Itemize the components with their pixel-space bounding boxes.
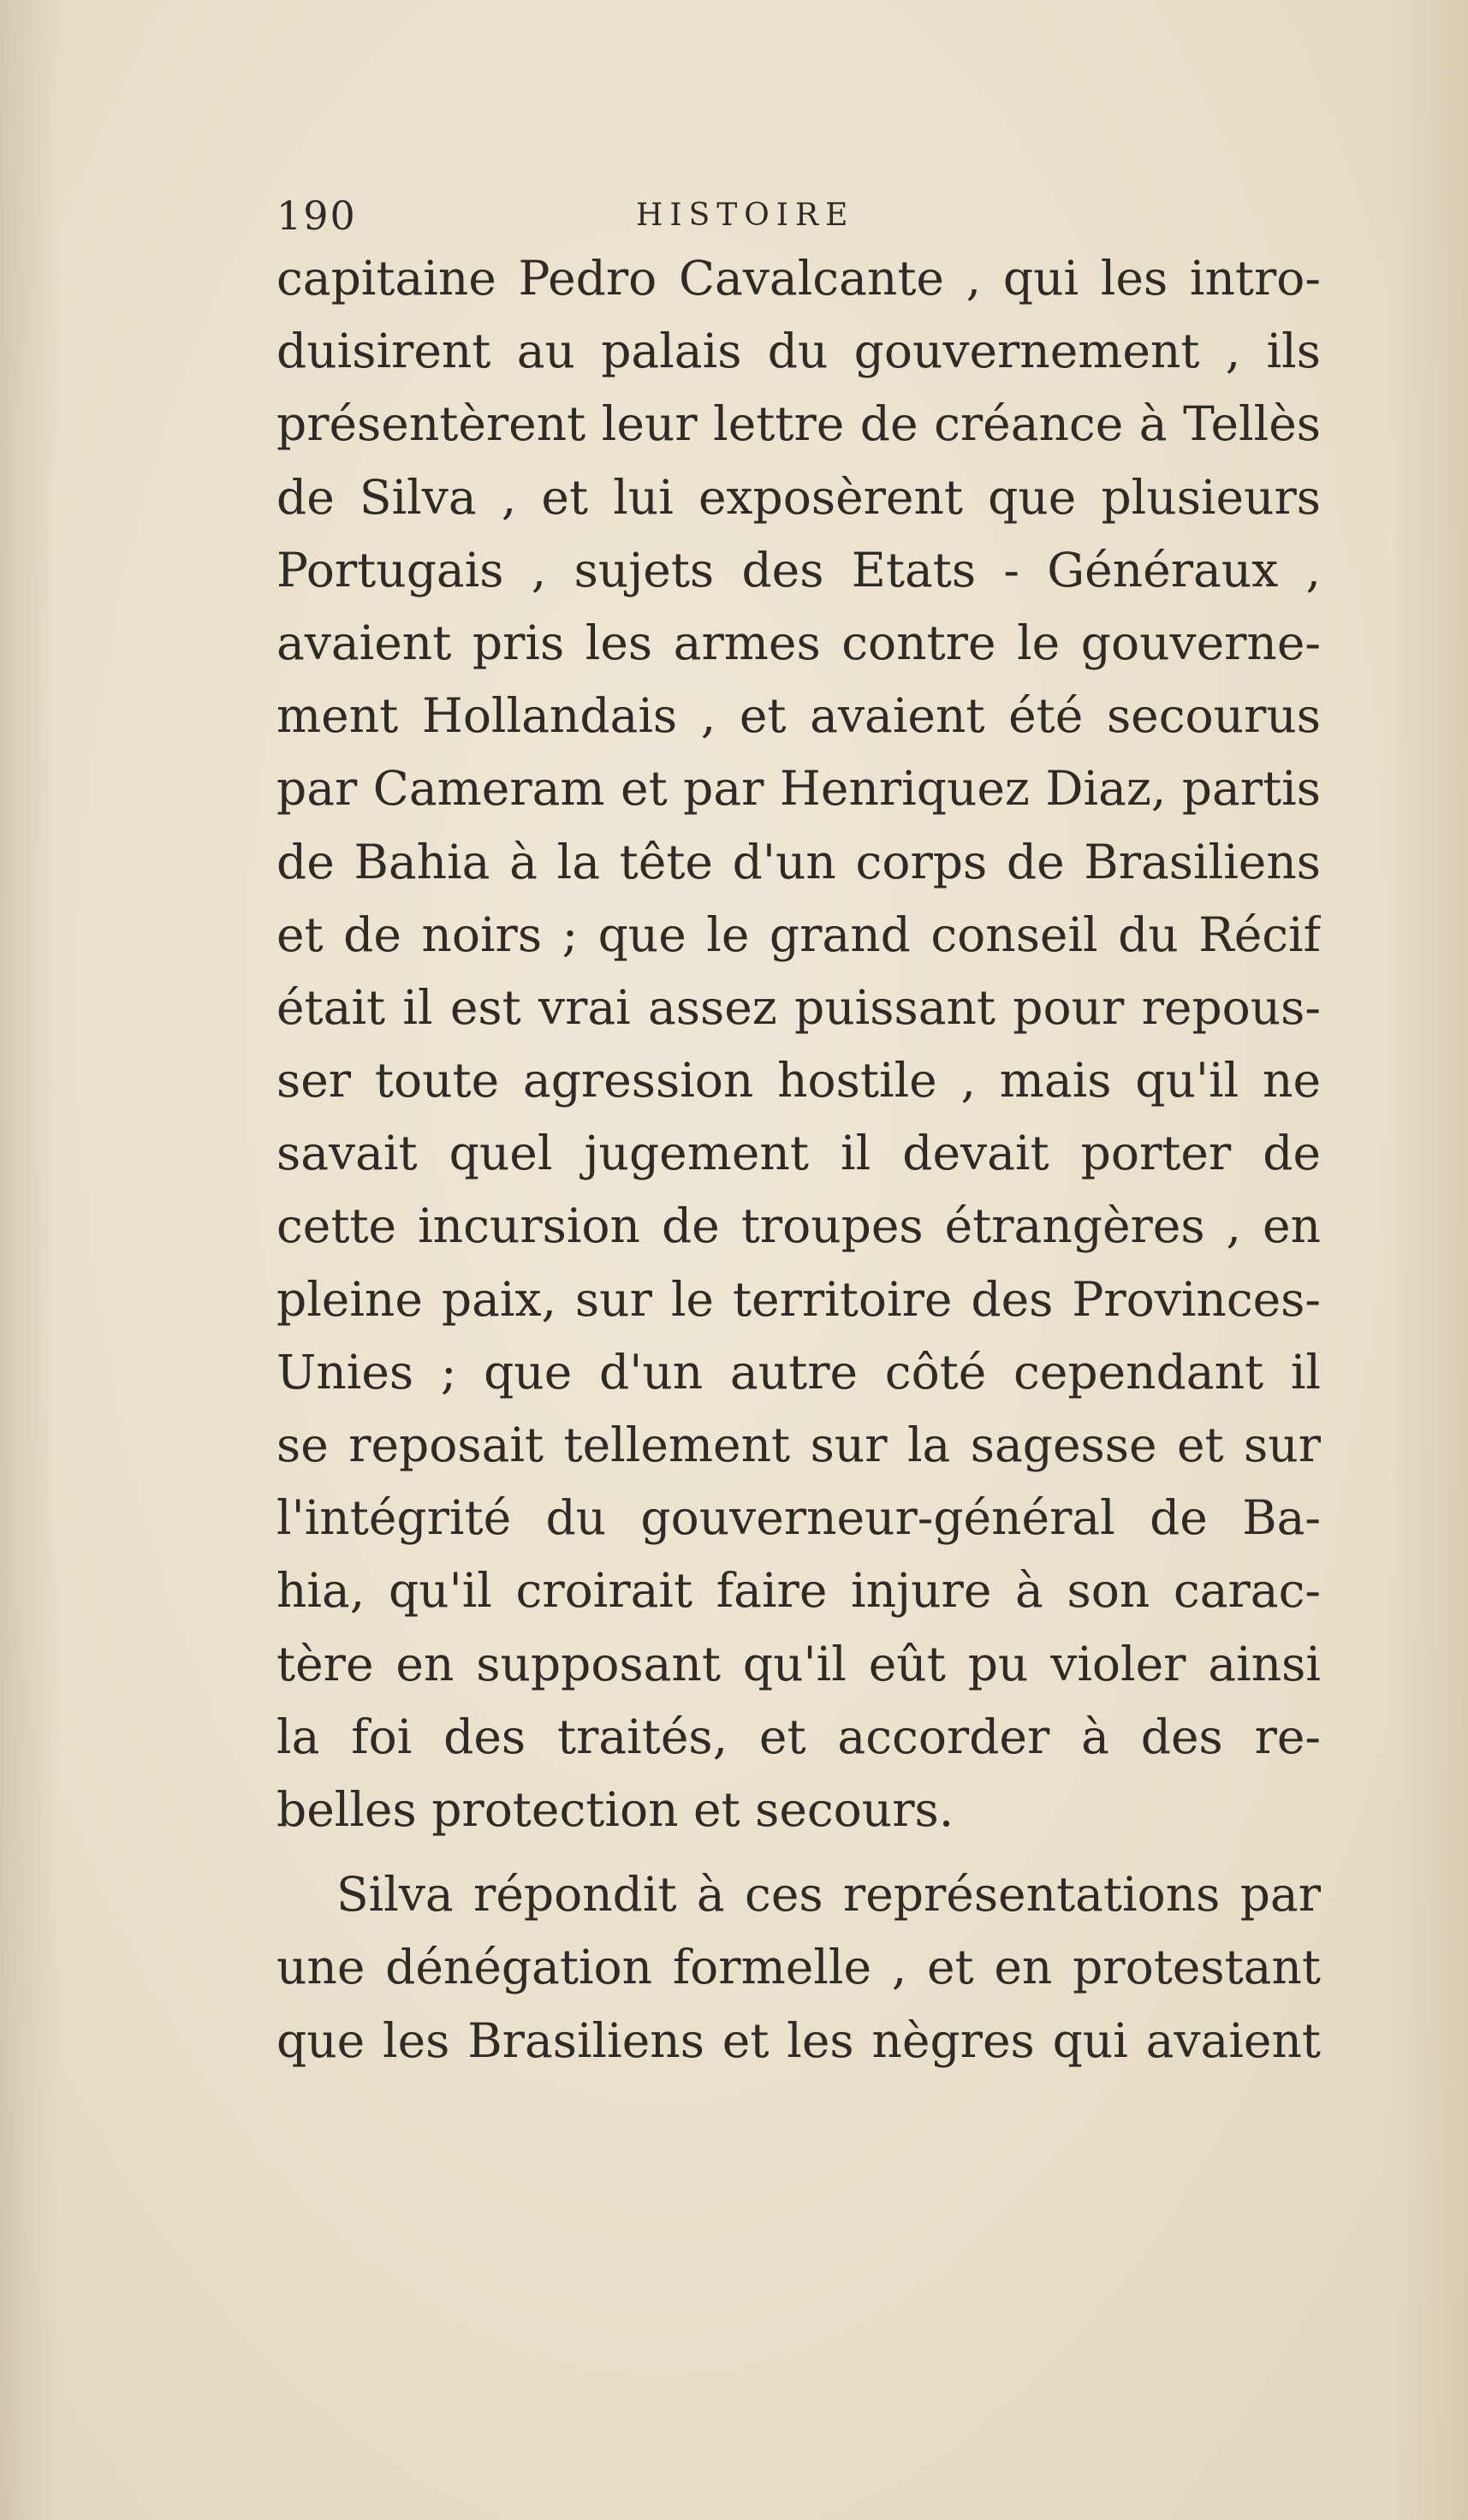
- page-shadow-right: [1391, 0, 1468, 2520]
- text-line: la foi des traités, et accorder à des re-: [276, 1709, 1321, 1764]
- text-line: Unies ; que d'un autre côté cependant il: [276, 1344, 1321, 1400]
- text-line: ment Hollandais , et avaient été secourus: [276, 688, 1321, 744]
- text-line: hia, qu'il croirait faire injure à son carac-: [276, 1563, 1321, 1619]
- text-line: Silva répondit à ces représentations par: [336, 1867, 1321, 1923]
- text-line: savait quel jugement il devait porter de: [276, 1126, 1321, 1181]
- paragraph: [276, 1858, 1321, 2077]
- text-line: que les Brasiliens et les nègres qui avaient: [276, 2012, 1321, 2068]
- text-line: cette incursion de troupes étrangères , en: [276, 1198, 1321, 1254]
- text-line: se reposait tellement sur la sagesse et sur: [276, 1418, 1321, 1472]
- paragraph: [276, 242, 1321, 1846]
- body-text: [276, 242, 1321, 2077]
- text-line: belles protection et secours.: [276, 1781, 954, 1837]
- text-line: de Bahia à la tête d'un corps de Brasiliens: [276, 834, 1321, 889]
- running-head: HISTOIRE: [636, 198, 855, 233]
- text-line: pleine paix, sur le territoire des Provinces-: [276, 1271, 1321, 1327]
- text-line: était il est vrai assez puissant pour repous-: [276, 979, 1321, 1035]
- text-line: présentèrent leur lettre de créance à Tellès: [276, 396, 1321, 452]
- text-line: avaient pris les armes contre le gouverne-: [276, 615, 1321, 670]
- page-shadow-left: [0, 0, 60, 2520]
- text-line: tère en supposant qu'il eût pu violer ainsi: [276, 1636, 1321, 1691]
- page-number: 190: [276, 193, 357, 239]
- text-line: ser toute agression hostile , mais qu'il ne: [276, 1053, 1321, 1108]
- text-line: Portugais , sujets des Etats - Généraux ,: [276, 542, 1321, 597]
- text-line: et de noirs ; que le grand conseil du Récif: [276, 906, 1321, 962]
- text-line: capitaine Pedro Cavalcante , qui les intro-: [276, 251, 1321, 306]
- page-header: [276, 190, 1321, 241]
- paragraph-gap: [276, 1846, 1321, 1858]
- text-line: par Cameram et par Henriquez Diaz, partis: [276, 761, 1321, 817]
- text-line: de Silva , et lui exposèrent que plusieurs: [276, 469, 1321, 525]
- text-line: duisirent au palais du gouvernement , ils: [276, 324, 1321, 379]
- text-line: une dénégation formelle , et en protestant: [276, 1940, 1321, 1995]
- text-line: l'intégrité du gouverneur-général de Ba-: [276, 1490, 1321, 1546]
